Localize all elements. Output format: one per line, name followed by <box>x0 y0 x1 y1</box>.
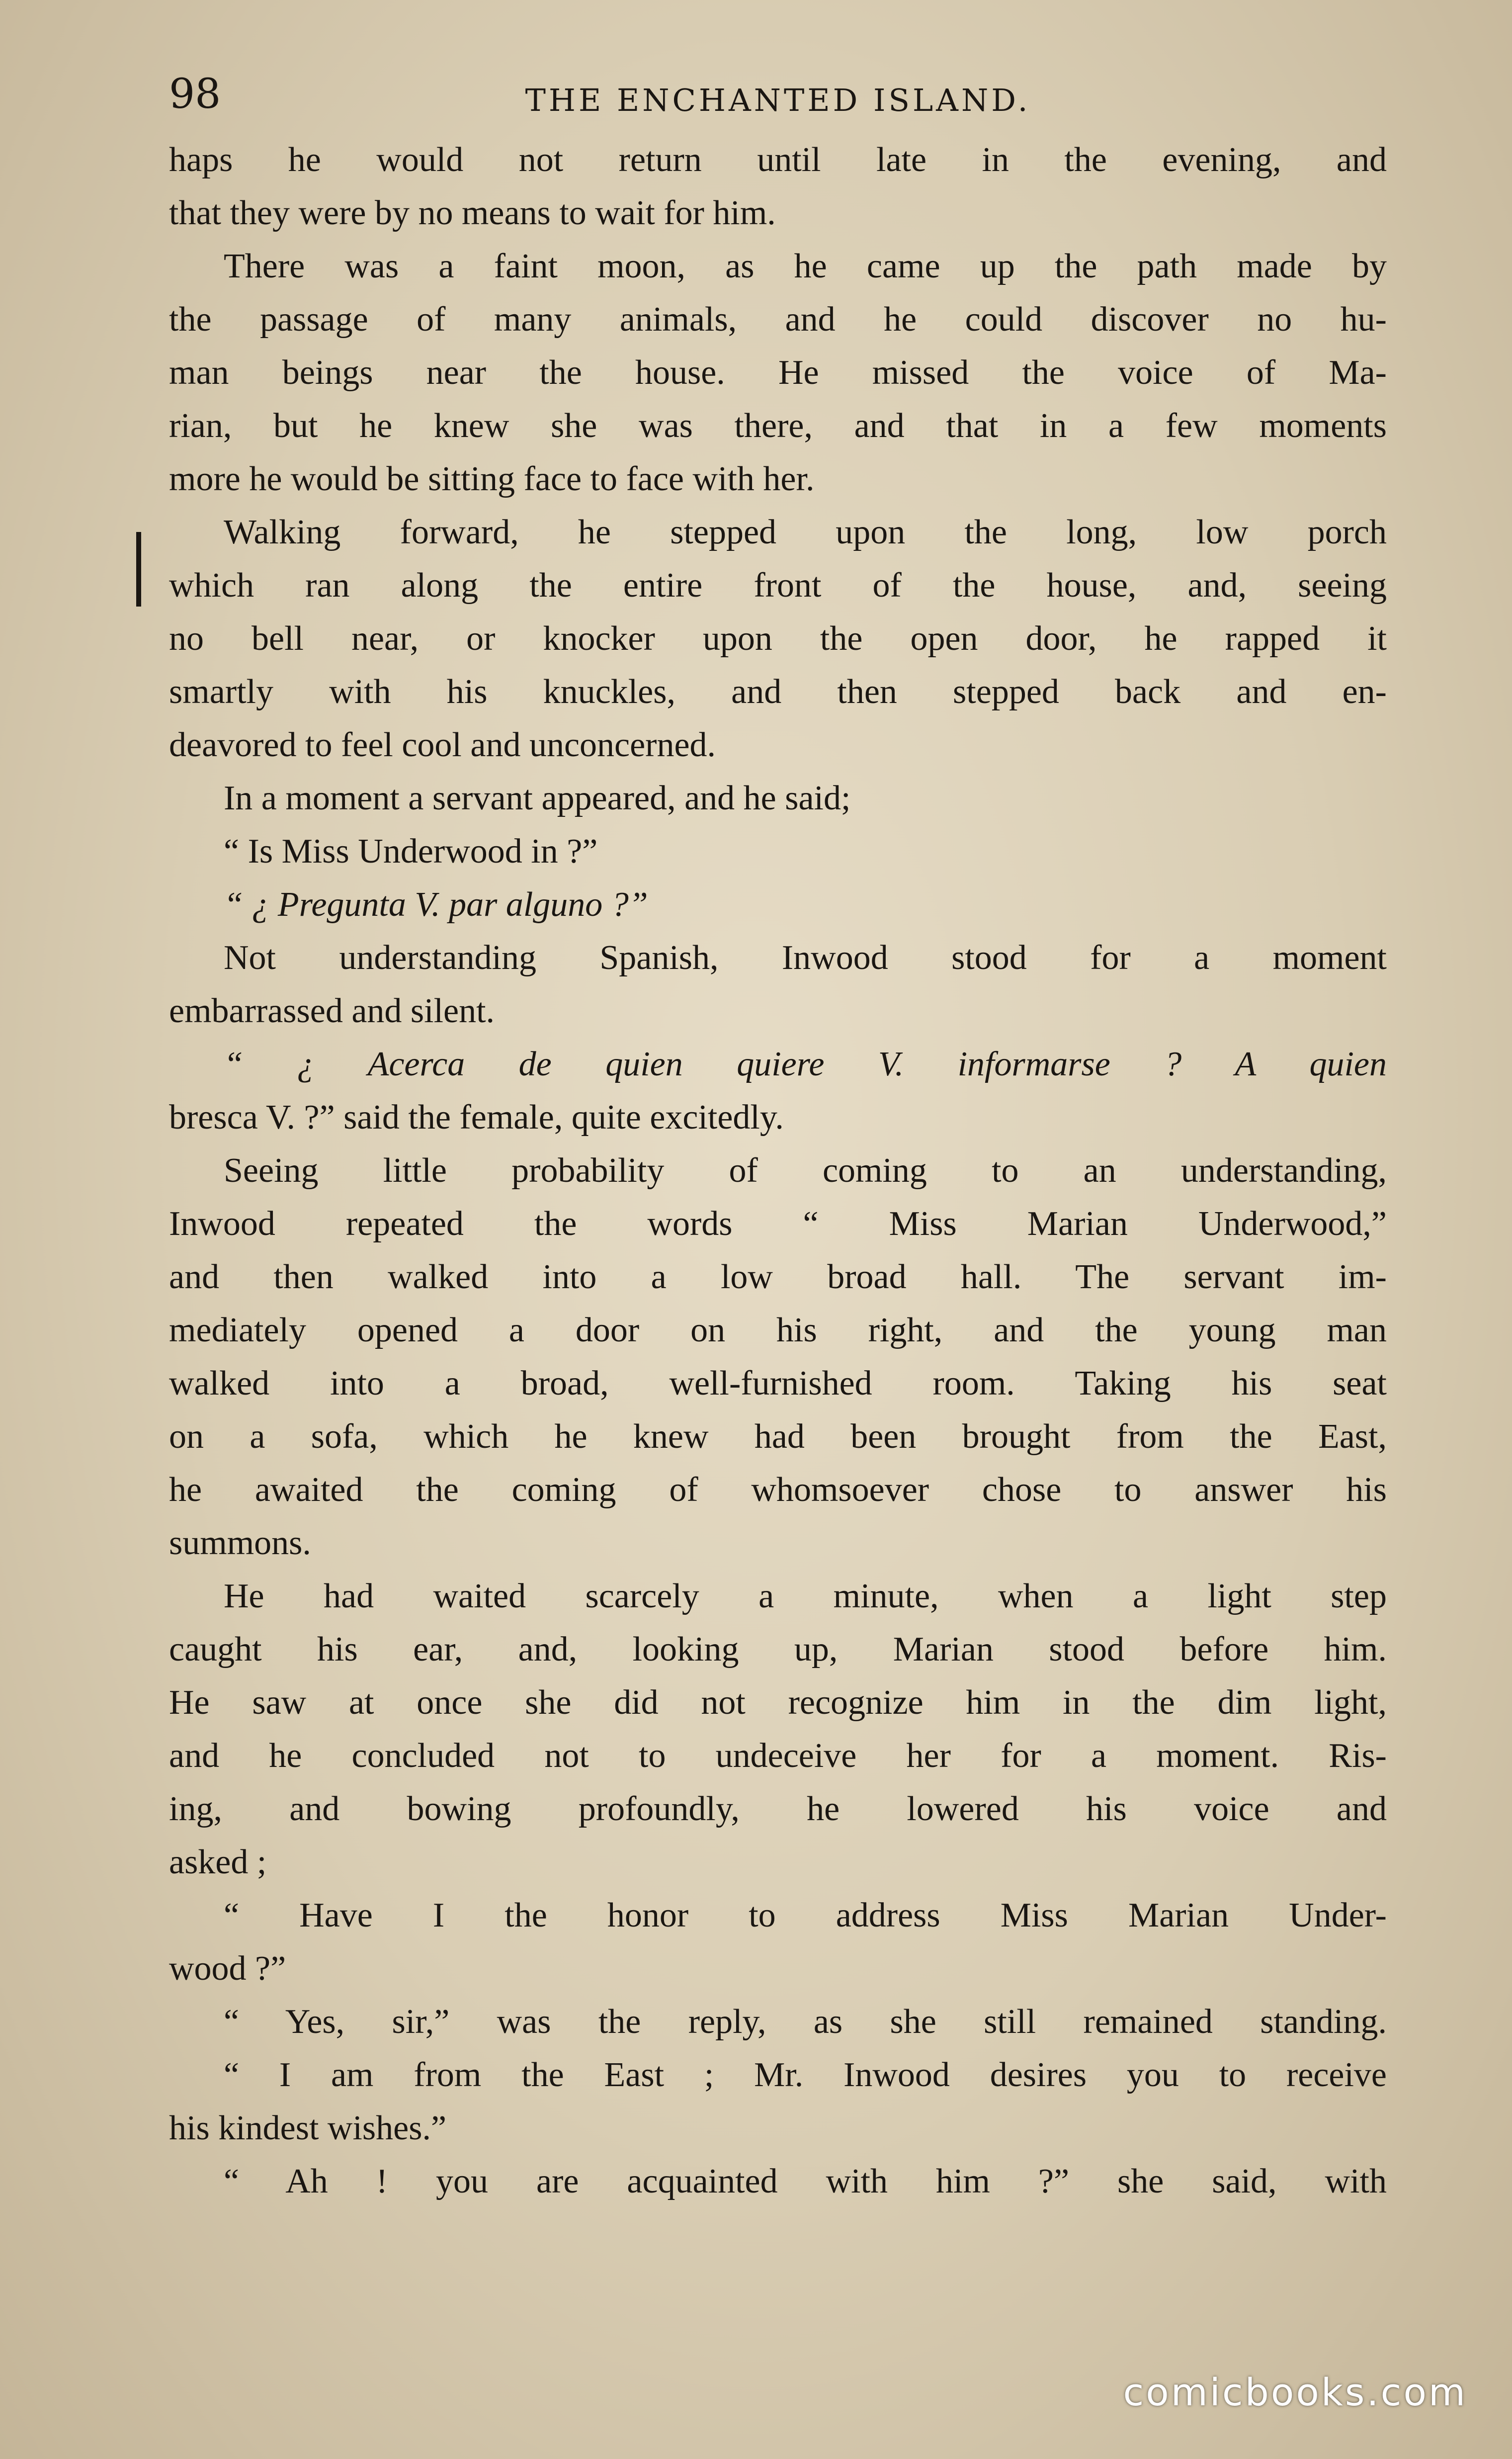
text-line: summons. <box>169 1524 311 1562</box>
text-line: and then walked into a low broad hall. The servant im- <box>169 1258 1387 1296</box>
text-line: He had waited scarcely a minute, when a light step <box>224 1577 1387 1615</box>
site-watermark: comicbooks.com <box>1123 2370 1467 2414</box>
page-header <box>169 70 1387 129</box>
text-line: “ I am from the East ; Mr. Inwood desires you to receive <box>224 2056 1387 2094</box>
text-line: on a sofa, which he knew had been brought from the East, <box>169 1417 1387 1456</box>
text-line: mediately opened a door on his right, and the young man <box>169 1311 1387 1349</box>
text-line: wood ?” <box>169 1949 286 1988</box>
text-line: his kindest wishes.” <box>169 2109 447 2147</box>
text-line: more he would be sitting face to face with her. <box>169 460 815 498</box>
body-text <box>169 133 1387 2208</box>
text-line: There was a faint moon, as he came up the path made by <box>224 247 1387 285</box>
running-title: THE ENCHANTED ISLAND. <box>525 82 1031 118</box>
text-line: “ Ah ! you are acquainted with him ?” she said, with <box>224 2162 1387 2200</box>
text-line: “ Is Miss Underwood in ?” <box>224 832 598 871</box>
text-line: and he concluded not to undeceive her for a moment. Ris- <box>169 1737 1387 1775</box>
page-number: 98 <box>169 71 221 118</box>
text-line: haps he would not return until late in the evening, and <box>169 141 1387 179</box>
margin-pencil-mark <box>136 532 141 607</box>
text-line: that they were by no means to wait for him. <box>169 194 776 232</box>
text-line: Walking forward, he stepped upon the long, low porch <box>224 513 1387 551</box>
text-line: walked into a broad, well-furnished room. Taking his seat <box>169 1364 1387 1403</box>
text-line: In a moment a servant appeared, and he said; <box>224 779 851 817</box>
text-line: bresca V. ?” said the female, quite excitedly. <box>169 1098 784 1137</box>
text-line: “ ¿ Acerca de quien quiere V. informarse ? A quien <box>224 1045 1387 1083</box>
text-line: ing, and bowing profoundly, he lowered his voice and <box>169 1790 1387 1828</box>
text-line: He saw at once she did not recognize him in the dim light, <box>169 1683 1387 1722</box>
text-line: no bell near, or knocker upon the open door, he rapped it <box>169 619 1387 658</box>
text-line: man beings near the house. He missed the voice of Ma- <box>169 353 1387 392</box>
text-line: Not understanding Spanish, Inwood stood for a moment <box>224 939 1387 977</box>
text-line: the passage of many animals, and he could discover no hu- <box>169 300 1387 339</box>
text-line: deavored to feel cool and unconcerned. <box>169 726 716 764</box>
text-line: asked ; <box>169 1843 267 1881</box>
text-line: smartly with his knuckles, and then stepped back and en- <box>169 673 1387 711</box>
text-line: rian, but he knew she was there, and that in a few moments <box>169 407 1387 445</box>
text-line: “ ¿ Pregunta V. par alguno ?” <box>224 885 648 924</box>
text-line: he awaited the coming of whomsoever chose to answer his <box>169 1471 1387 1509</box>
text-line: which ran along the entire front of the house, and, seeing <box>169 566 1387 605</box>
text-line: embarrassed and silent. <box>169 992 495 1030</box>
text-line: “ Have I the honor to address Miss Marian Under- <box>224 1896 1387 1934</box>
text-line: Seeing little probability of coming to an understanding, <box>224 1151 1387 1190</box>
text-line: caught his ear, and, looking up, Marian stood before him. <box>169 1630 1387 1669</box>
text-line: Inwood repeated the words “ Miss Marian Underwood,” <box>169 1205 1387 1243</box>
text-line: “ Yes, sir,” was the reply, as she still remained standing. <box>224 2003 1387 2041</box>
